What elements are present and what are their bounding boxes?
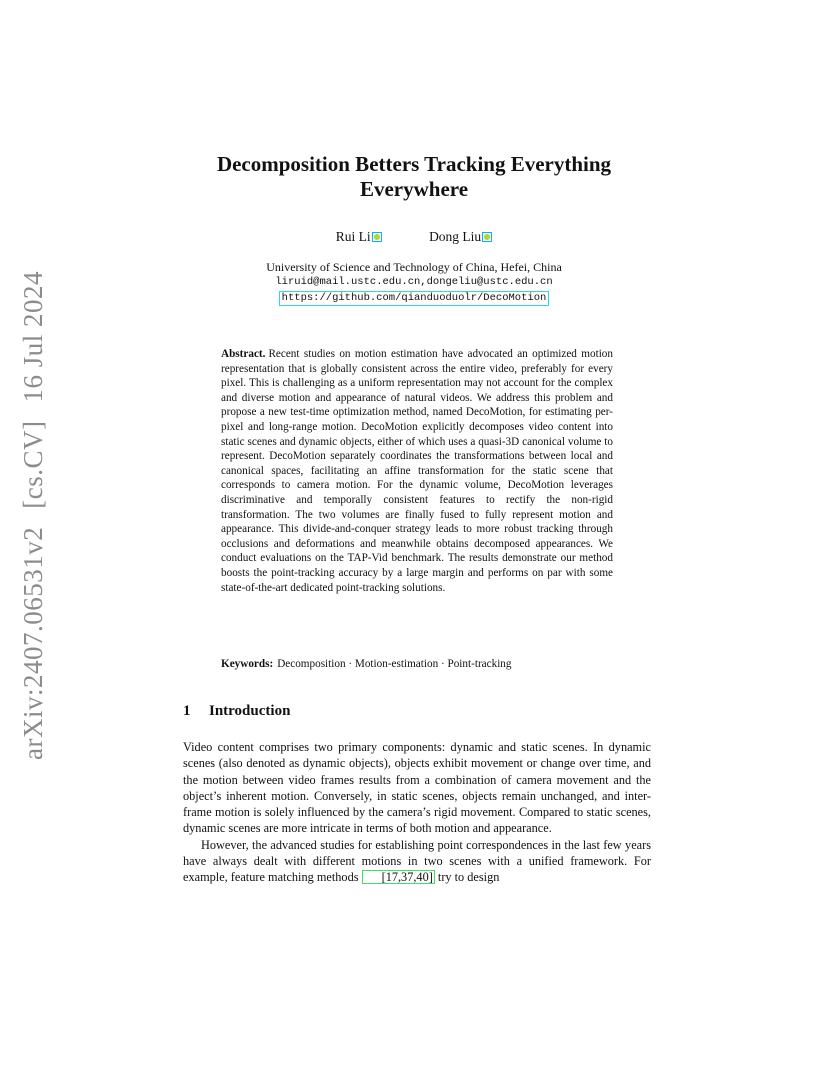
- abstract-text: Recent studies on motion estimation have advocated an optimized motion representation that is globally consistent across the entire video, preferably for every pixel. This is challenging as a uniform representation may not account for the complex and diverse motion and appearance of natural videos. We address this problem and propose a new test-time optimization method, named DecoMotion, for estimating per-pixel and long-range motion. DecoMotion explicitly decomposes video content into static scenes and dynamic objects, either of which uses a quasi-3D canonical volume to represent. DecoMotion separately coordinates the transformations between local and canonical spaces, facilitating an affine transformation for the static scene that corresponds to camera motion. For the dynamic volume, DecoMotion leverages discriminative and temporally consistent features to rectify the non-rigid transformation. The two volumes are finally fused to fully represent motion and appearance. This divide-and-conquer strategy leads to more robust tracking through occlusions and deformations and meanwhile obtains decomposed appearances. We conduct evaluations on the TAP-Vid benchmark. The results demonstrate our method boosts the point-tracking accuracy by a large margin and performs on par with some state-of-the-art dedicated point-tracking solutions.: [221, 348, 613, 594]
- keywords-text: Decomposition · Motion-estimation · Point-tracking: [277, 658, 512, 670]
- paragraph-text: However, the advanced studies for establishing point correspondences in the last few years have always dealt with different motions in two scenes with a unified framework. For example, feature matching methods: [183, 837, 651, 885]
- paragraph: [183, 837, 651, 886]
- arxiv-category: [cs.CV]: [18, 420, 48, 509]
- affiliation: University of Science and Technology of China, Hefei, China: [266, 260, 562, 274]
- arxiv-date: 16 Jul 2024: [18, 271, 48, 403]
- keywords-label: Keywords:: [221, 658, 274, 670]
- keywords: [221, 658, 621, 670]
- paper-title-line-2: Everywhere: [359, 177, 469, 201]
- orcid-icon[interactable]: [372, 232, 382, 242]
- author: [429, 229, 492, 245]
- arxiv-stamp: [18, 271, 49, 760]
- code-link-row: [0, 291, 828, 306]
- section-title: Introduction: [209, 703, 291, 719]
- paragraph-text: try to design: [434, 870, 500, 885]
- author-name: Rui Li: [335, 229, 371, 244]
- paper-title: [160, 152, 668, 202]
- author: [336, 229, 382, 245]
- introduction-body: [183, 739, 651, 886]
- orcid-icon[interactable]: [482, 232, 492, 242]
- section-heading: [183, 703, 290, 720]
- abstract: [221, 347, 613, 595]
- code-link[interactable]: https://github.com/qianduoduolr/DecoMotion: [279, 291, 550, 306]
- author-emails[interactable]: liruid@mail.ustc.edu.cn,dongeliu@ustc.edu.cn: [275, 276, 553, 288]
- author-name: Dong Liu: [429, 229, 482, 244]
- paper-title-line-1: Decomposition Betters Tracking Everything: [216, 152, 612, 176]
- author-list: [0, 229, 828, 245]
- citation-link[interactable]: [17,37,40]: [362, 870, 435, 884]
- section-number: 1: [183, 703, 191, 719]
- paragraph: Video content comprises two primary components: dynamic and static scenes. In dynamic scenes (also denoted as dynamic objects), objects exhibit movement or change over time, and the motion between video frames results from a combination of camera movement and the object’s inherent motion. Conversely, in static scenes, objects remain unchanged, and inter-frame motion is solely influenced by the camera’s rigid movement. Compared to static scenes, dynamic scenes are more intricate in terms of both motion and appearance.: [183, 740, 651, 836]
- abstract-label: Abstract.: [221, 348, 266, 360]
- arxiv-id: arXiv:2407.06531v2: [18, 526, 48, 760]
